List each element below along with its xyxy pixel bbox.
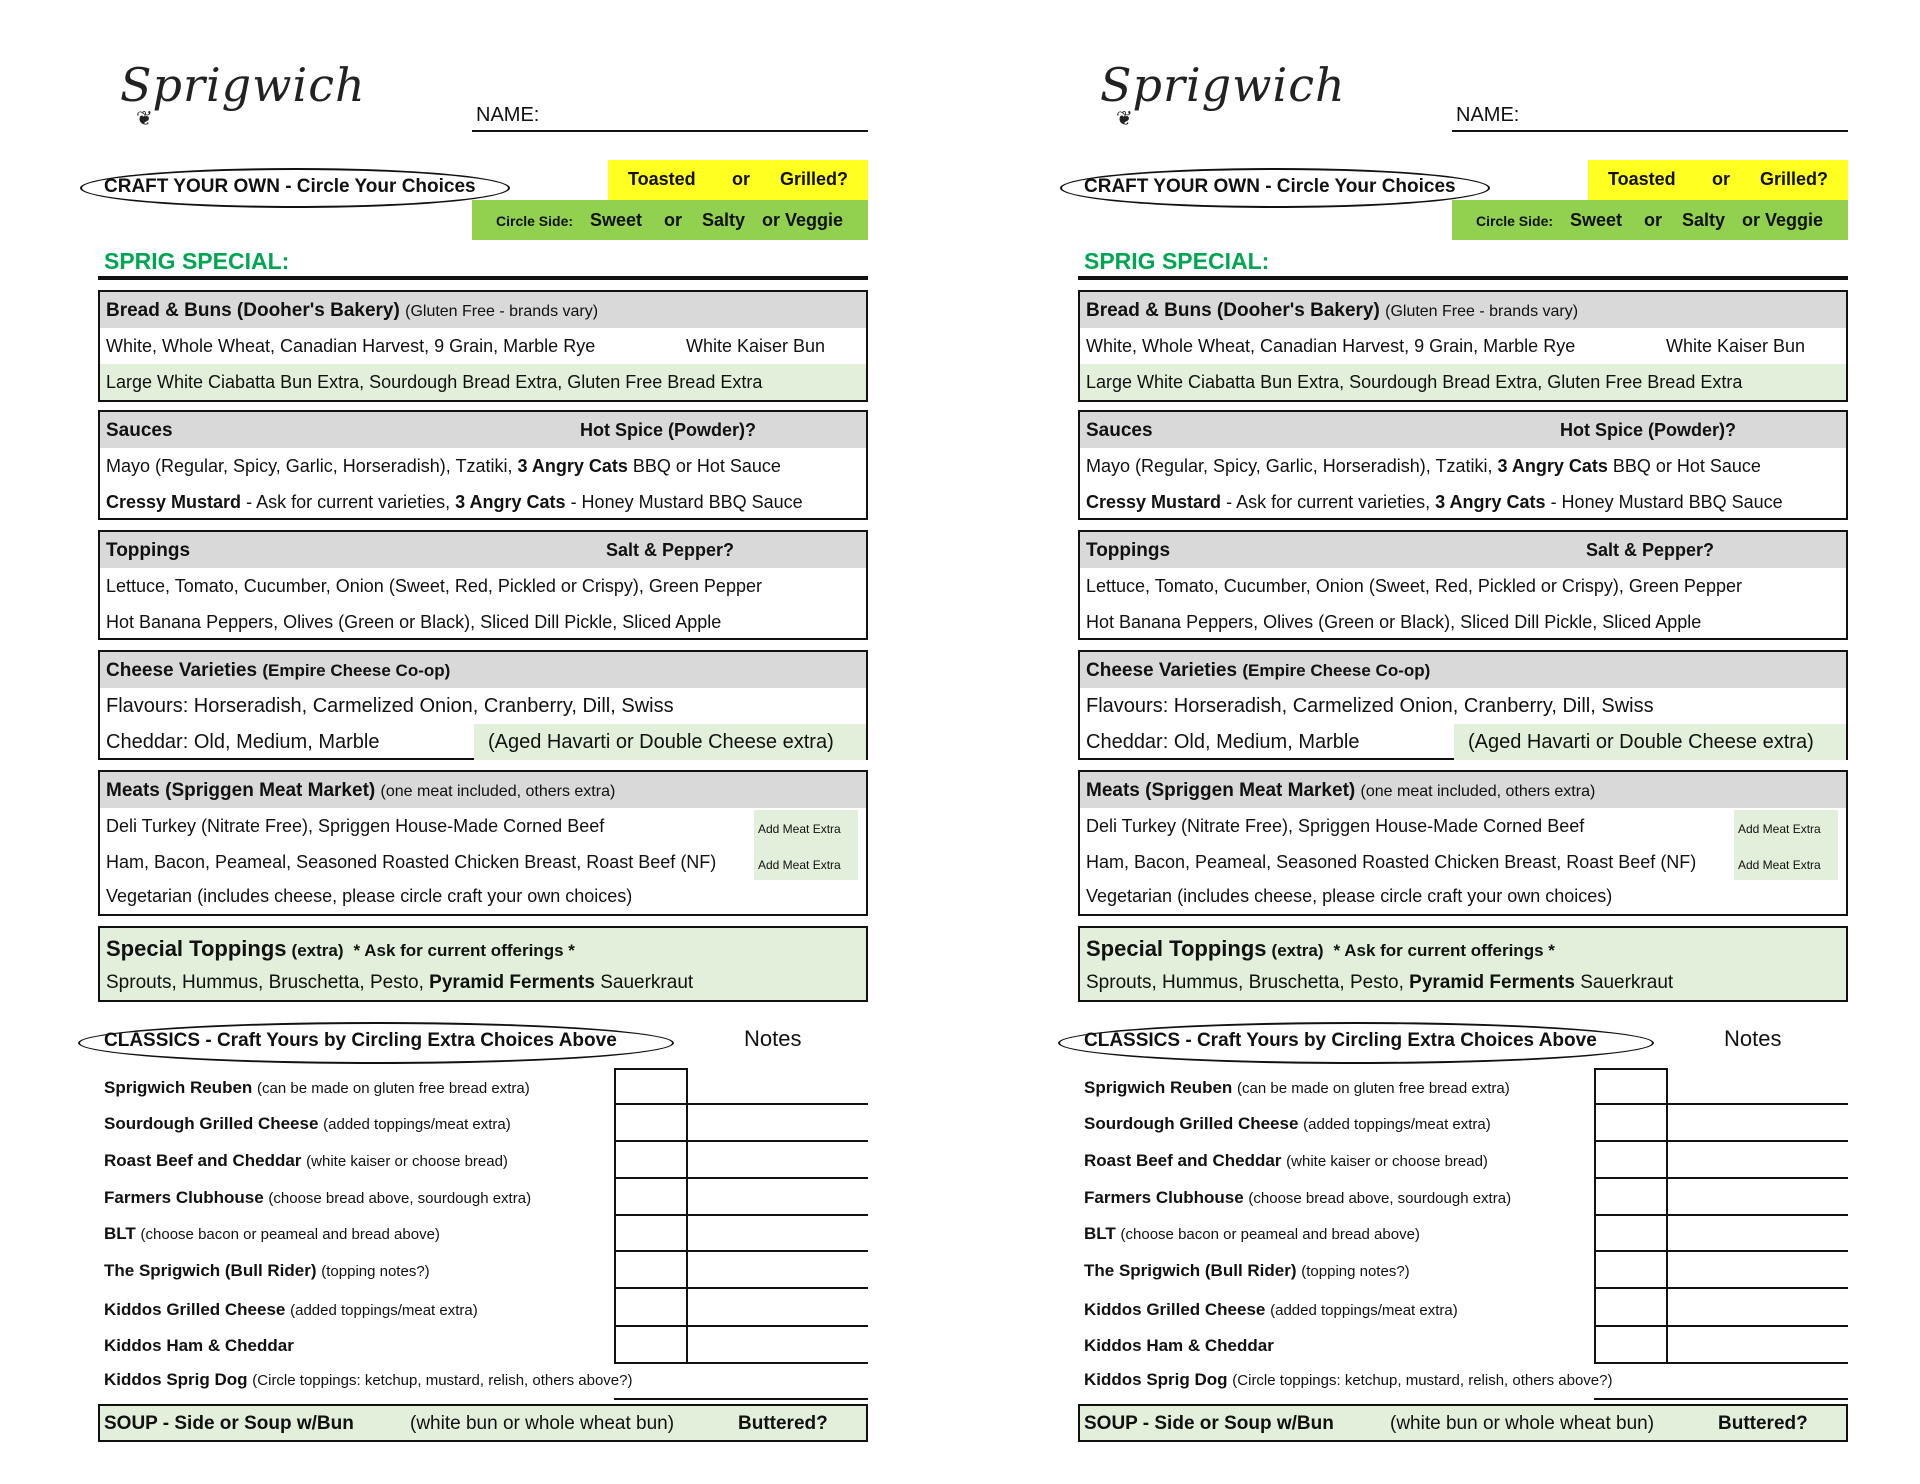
classic-item[interactable]: The Sprigwich (Bull Rider) (topping notes?) [1084, 1261, 1410, 1280]
notes-heading: Notes [744, 1026, 802, 1051]
sauces-section [98, 410, 868, 520]
salty-option[interactable]: Salty [702, 210, 746, 230]
veggie-option[interactable]: or Veggie [1742, 210, 1824, 230]
classic-item[interactable]: Farmers Clubhouse (choose bread above, sourdough extra) [1084, 1188, 1512, 1207]
sauce-options-2[interactable]: Cressy Mustard - Ask for current varieties, 3 Angry Cats - Honey Mustard BBQ Sauce [106, 492, 803, 512]
notes-line[interactable] [1594, 1177, 1848, 1179]
classic-item[interactable]: Kiddos Ham & Cheddar [104, 1336, 294, 1355]
meats-subtitle: (one meat included, others extra) [1360, 783, 1596, 800]
bread-section [1078, 290, 1848, 402]
vegetarian-option[interactable]: Vegetarian (includes cheese, please circle craft your own choices) [106, 886, 633, 906]
or-text: or [1644, 210, 1662, 230]
buttered-option[interactable]: Buttered? [738, 1413, 828, 1434]
bread-subtitle: (Gluten Free - brands vary) [1385, 303, 1579, 320]
order-sheet-right [980, 0, 1920, 1484]
bread-options[interactable]: White, Whole Wheat, Canadian Harvest, 9 Grain, Marble Rye [1086, 336, 1576, 356]
circle-side-label: Circle Side: [1476, 213, 1554, 229]
special-toppings-section: Special Toppings (extra) * Ask for current offerings * Sprouts, Hummus, Bruschetta, Pesto, Pyramid Ferments Sauerkraut [98, 926, 868, 1002]
bread-subtitle: (Gluten Free - brands vary) [405, 303, 599, 320]
notes-line[interactable] [614, 1250, 868, 1252]
name-field[interactable] [472, 130, 868, 132]
classic-item[interactable]: BLT (choose bacon or peameal and bread above) [1084, 1224, 1420, 1243]
special-topping-options[interactable]: Sprouts, Hummus, Bruschetta, Pesto, Pyramid Ferments Sauerkraut [106, 972, 694, 993]
grid-line [686, 1068, 688, 1364]
circle-side-label: Circle Side: [496, 213, 574, 229]
grilled-option[interactable]: Grilled? [780, 169, 849, 189]
meats-section [1078, 770, 1848, 916]
bread-title: Bread & Buns (Dooher's Bakery) [1086, 300, 1380, 321]
add-meat-extra-1[interactable]: Add Meat Extra [1738, 822, 1821, 836]
sprigwich-logo: Sprigwich ❦ [120, 58, 366, 130]
notes-line[interactable] [614, 1362, 868, 1364]
notes-line[interactable] [1594, 1362, 1848, 1364]
meats-subtitle: (one meat included, others extra) [380, 783, 616, 800]
notes-line[interactable] [614, 1398, 868, 1400]
craft-own-title: CRAFT YOUR OWN - Circle Your Choices [104, 176, 476, 197]
add-meat-extra-2[interactable]: Add Meat Extra [758, 858, 841, 872]
ask-offerings-note: * Ask for current offerings * [353, 941, 575, 960]
classic-item[interactable]: Sprigwich Reuben (can be made on gluten free bread extra) [1084, 1078, 1510, 1097]
side-choice [472, 200, 868, 240]
classic-item[interactable]: Sprigwich Reuben (can be made on gluten free bread extra) [104, 1078, 530, 1097]
notes-line[interactable] [1594, 1250, 1848, 1252]
classic-item[interactable]: BLT (choose bacon or peameal and bread above) [104, 1224, 440, 1243]
topping-options-1[interactable]: Lettuce, Tomato, Cucumber, Onion (Sweet, Red, Pickled or Crispy), Green Pepper [106, 576, 762, 596]
sauce-options-1[interactable]: Mayo (Regular, Spicy, Garlic, Horseradish), Tzatiki, 3 Angry Cats BBQ or Hot Sauce [1086, 456, 1761, 476]
toast-grill-choice [608, 160, 868, 200]
notes-line[interactable] [614, 1103, 868, 1105]
notes-line[interactable] [1594, 1398, 1848, 1400]
soup-section [1078, 1404, 1848, 1442]
cheddar-options[interactable]: Cheddar: Old, Medium, Marble [1086, 731, 1360, 753]
salt-pepper-option[interactable]: Salt & Pepper? [606, 540, 735, 560]
sprig-special-heading: SPRIG SPECIAL: [104, 248, 290, 274]
cheese-extra-option[interactable]: (Aged Havarti or Double Cheese extra) [1468, 731, 1814, 753]
notes-line[interactable] [614, 1140, 868, 1142]
divider [1078, 276, 1848, 280]
name-label: NAME: [1456, 104, 1520, 126]
divider [98, 276, 868, 280]
ask-offerings-note: * Ask for current offerings * [1333, 941, 1555, 960]
meats-title: Meats (Spriggen Meat Market) [106, 780, 376, 801]
grid-line [614, 1068, 688, 1070]
topping-options-1[interactable]: Lettuce, Tomato, Cucumber, Onion (Sweet, Red, Pickled or Crispy), Green Pepper [1086, 576, 1742, 596]
classic-item[interactable]: Roast Beef and Cheddar (white kaiser or choose bread) [1084, 1151, 1488, 1170]
meat-options-1[interactable]: Deli Turkey (Nitrate Free), Spriggen House-Made Corned Beef [1086, 816, 1585, 836]
kaiser-option[interactable]: White Kaiser Bun [686, 336, 826, 356]
or-text: or [732, 169, 750, 189]
notes-line[interactable] [1594, 1140, 1848, 1142]
cheese-subtitle: (Empire Cheese Co-op) [1242, 661, 1431, 680]
hot-spice-option[interactable]: Hot Spice (Powder)? [580, 420, 757, 440]
bread-title: Bread & Buns (Dooher's Bakery) [106, 300, 400, 321]
soup-section [98, 1404, 868, 1442]
or-text: or [664, 210, 682, 230]
soup-options[interactable]: SOUP - Side or Soup w/Bun [104, 1413, 354, 1434]
meat-options-2[interactable]: Ham, Bacon, Peameal, Seasoned Roasted Chicken Breast, Roast Beef (NF) [106, 852, 717, 872]
cheddar-options[interactable]: Cheddar: Old, Medium, Marble [106, 731, 380, 753]
cheese-section [1078, 650, 1848, 760]
name-field[interactable] [1452, 130, 1848, 132]
topping-options-2[interactable]: Hot Banana Peppers, Olives (Green or Black), Sliced Dill Pickle, Sliced Apple [106, 612, 722, 632]
classic-item[interactable]: Sourdough Grilled Cheese (added toppings/meat extra) [104, 1114, 511, 1133]
kaiser-option[interactable]: White Kaiser Bun [1666, 336, 1806, 356]
grid-line [1666, 1068, 1668, 1364]
special-toppings-title: Special Toppings [1086, 936, 1267, 961]
soup-bun-options[interactable]: (white bun or whole wheat bun) [1390, 1413, 1655, 1434]
meat-options-2[interactable]: Ham, Bacon, Peameal, Seasoned Roasted Chicken Breast, Roast Beef (NF) [1086, 852, 1697, 872]
sprig-special-heading: SPRIG SPECIAL: [1084, 248, 1270, 274]
salty-option[interactable]: Salty [1682, 210, 1726, 230]
bread-extras[interactable]: Large White Ciabatta Bun Extra, Sourdough Bread Extra, Gluten Free Bread Extra [1086, 372, 1743, 392]
leaf-icon: ❦ [136, 106, 154, 130]
classics-title: CLASSICS - Craft Yours by Circling Extra Choices Above [104, 1030, 617, 1051]
sauce-options-2[interactable]: Cressy Mustard - Ask for current varieties, 3 Angry Cats - Honey Mustard BBQ Sauce [1086, 492, 1783, 512]
sauces-section [1078, 410, 1848, 520]
toast-grill-choice [1588, 160, 1848, 200]
classic-item[interactable]: Farmers Clubhouse (choose bread above, sourdough extra) [104, 1188, 532, 1207]
veggie-option[interactable]: or Veggie [762, 210, 844, 230]
sauce-options-1[interactable]: Mayo (Regular, Spicy, Garlic, Horseradish), Tzatiki, 3 Angry Cats BBQ or Hot Sauce [106, 456, 781, 476]
notes-line[interactable] [1594, 1103, 1848, 1105]
sweet-option[interactable]: Sweet [1570, 210, 1623, 230]
classic-item[interactable]: Roast Beef and Cheddar (white kaiser or choose bread) [104, 1151, 508, 1170]
toppings-title: Toppings [1086, 540, 1171, 561]
leaf-icon: ❦ [1116, 106, 1134, 130]
classic-item[interactable]: Sourdough Grilled Cheese (added toppings/meat extra) [1084, 1114, 1491, 1133]
bread-extras[interactable]: Large White Ciabatta Bun Extra, Sourdough Bread Extra, Gluten Free Bread Extra [106, 372, 763, 392]
notes-line[interactable] [614, 1177, 868, 1179]
meat-options-1[interactable]: Deli Turkey (Nitrate Free), Spriggen House-Made Corned Beef [106, 816, 605, 836]
grid-line [1594, 1068, 1668, 1070]
add-meat-extra-2[interactable]: Add Meat Extra [1738, 858, 1821, 872]
classic-item[interactable]: Kiddos Sprig Dog (Circle toppings: ketchup, mustard, relish, others above?) [1084, 1370, 1613, 1389]
meats-section [98, 770, 868, 916]
toppings-section [98, 530, 868, 640]
soup-options[interactable]: SOUP - Side or Soup w/Bun [1084, 1413, 1334, 1434]
classics-title: CLASSICS - Craft Yours by Circling Extra Choices Above [1084, 1030, 1597, 1051]
sauces-title: Sauces [1086, 420, 1153, 441]
toasted-option[interactable]: Toasted [1608, 169, 1676, 189]
notes-line[interactable] [1594, 1214, 1848, 1216]
notes-line[interactable] [614, 1214, 868, 1216]
bread-options[interactable]: White, Whole Wheat, Canadian Harvest, 9 Grain, Marble Rye [106, 336, 596, 356]
cheese-section [98, 650, 868, 760]
cheese-title: Cheese Varieties [1086, 660, 1238, 681]
classic-item[interactable]: Kiddos Sprig Dog (Circle toppings: ketchup, mustard, relish, others above?) [104, 1370, 633, 1389]
notes-line[interactable] [1594, 1325, 1848, 1327]
grid-line [1594, 1068, 1596, 1364]
special-topping-options[interactable]: Sprouts, Hummus, Bruschetta, Pesto, Pyramid Ferments Sauerkraut [1086, 972, 1674, 993]
buttered-option[interactable]: Buttered? [1718, 1413, 1808, 1434]
add-meat-extra-1[interactable]: Add Meat Extra [758, 822, 841, 836]
classic-item[interactable]: The Sprigwich (Bull Rider) (topping notes?) [104, 1261, 430, 1280]
special-toppings-section: Special Toppings (extra) * Ask for current offerings * Sprouts, Hummus, Bruschetta, Pesto, Pyramid Ferments Sauerkraut [1078, 926, 1848, 1002]
cheese-extra-option[interactable]: (Aged Havarti or Double Cheese extra) [488, 731, 834, 753]
cheese-title: Cheese Varieties [106, 660, 258, 681]
name-label: NAME: [476, 104, 540, 126]
sprigwich-logo: Sprigwich ❦ [1100, 58, 1346, 130]
sauces-title: Sauces [106, 420, 173, 441]
cheese-subtitle: (Empire Cheese Co-op) [262, 661, 451, 680]
cheese-flavours[interactable]: Flavours: Horseradish, Carmelized Onion, Cranberry, Dill, Swiss [1086, 695, 1654, 717]
or-text: or [1712, 169, 1730, 189]
toppings-title: Toppings [106, 540, 191, 561]
notes-line[interactable] [614, 1287, 868, 1289]
notes-line[interactable] [1594, 1287, 1848, 1289]
hot-spice-option[interactable]: Hot Spice (Powder)? [1560, 420, 1737, 440]
topping-options-2[interactable]: Hot Banana Peppers, Olives (Green or Black), Sliced Dill Pickle, Sliced Apple [1086, 612, 1702, 632]
classic-item[interactable]: Kiddos Grilled Cheese (added toppings/meat extra) [104, 1300, 478, 1319]
soup-bun-options[interactable]: (white bun or whole wheat bun) [410, 1413, 675, 1434]
salt-pepper-option[interactable]: Salt & Pepper? [1586, 540, 1715, 560]
notes-heading: Notes [1724, 1026, 1782, 1051]
notes-line[interactable] [614, 1325, 868, 1327]
side-choice [1452, 200, 1848, 240]
grilled-option[interactable]: Grilled? [1760, 169, 1829, 189]
craft-own-title: CRAFT YOUR OWN - Circle Your Choices [1084, 176, 1456, 197]
toppings-section [1078, 530, 1848, 640]
bread-section [98, 290, 868, 402]
vegetarian-option[interactable]: Vegetarian (includes cheese, please circle craft your own choices) [1086, 886, 1613, 906]
toasted-option[interactable]: Toasted [628, 169, 696, 189]
sweet-option[interactable]: Sweet [590, 210, 643, 230]
cheese-flavours[interactable]: Flavours: Horseradish, Carmelized Onion, Cranberry, Dill, Swiss [106, 695, 674, 717]
special-toppings-title: Special Toppings [106, 936, 287, 961]
classic-item[interactable]: Kiddos Ham & Cheddar [1084, 1336, 1274, 1355]
grid-line [614, 1068, 616, 1364]
classic-item[interactable]: Kiddos Grilled Cheese (added toppings/meat extra) [1084, 1300, 1458, 1319]
meats-title: Meats (Spriggen Meat Market) [1086, 780, 1356, 801]
